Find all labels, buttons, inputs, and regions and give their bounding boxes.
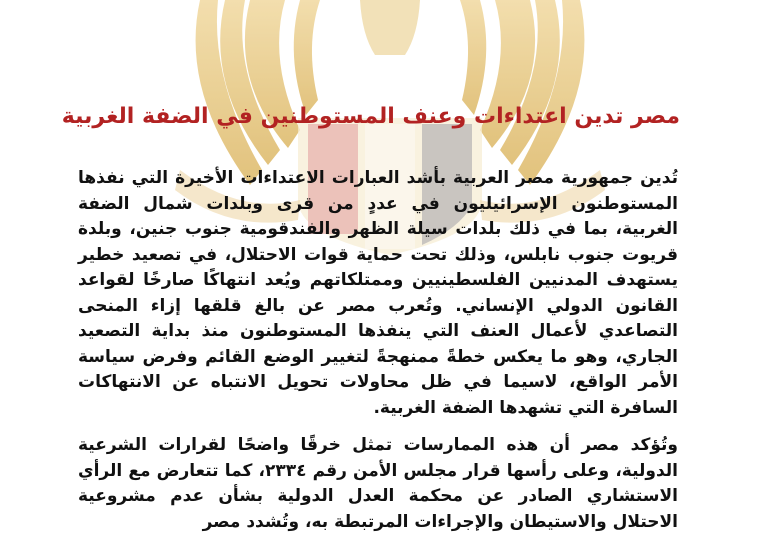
statement-body xyxy=(78,166,678,547)
statement-title: مصر تدين اعتداءات وعنف المستوطنين في الضفة الغربية xyxy=(61,104,680,129)
statement-paragraph: تُدين جمهورية مصر العربية بأشد العبارات الاعتداءات الأخيرة التي نفذها المستوطنون الإسرائيليون في عددٍ من قرى وبلدات شمال الضفة الغربية، بما في ذلك بلدات سيلة الظهر والفندقومية جنوب جنين، وبلدة قريوت جنوب نابلس، وذلك تحت حماية قوات الاحتلال، في تصعيد خطير يستهدف المدنيين الفلسطينيين وممتلكاتهم ويُعد انتهاكًا صارخًا لقواعد القانون الدولي الإنساني. وتُعرب مصر عن بالغ قلقها إزاء المنحى التصاعدي لأعمال العنف التي ينفذها المستوطنون منذ بداية التصعيد الجاري، وهو ما يعكس خطةً ممنهجةً لتغيير الوضع القائم وفرض سياسة الأمر الواقع، لاسيما في ظل محاولات تحويل الانتباه عن الانتهاكات السافرة التي تشهدها الضفة الغربية. xyxy=(78,168,678,418)
statement-paragraph: وتُؤكد مصر أن هذه الممارسات تمثل خرقًا واضحًا لقرارات الشرعية الدولية، وعلى رأسها قرار مجلس الأمن رقم ٢٣٣٤، كما تتعارض مع الرأي الاستشاري الصادر عن محكمة العدل الدولية بشأن عدم مشروعية الاحتلال والاستيطان والإجراءات المرتبطة به، وتُشدد مصر xyxy=(78,435,679,532)
